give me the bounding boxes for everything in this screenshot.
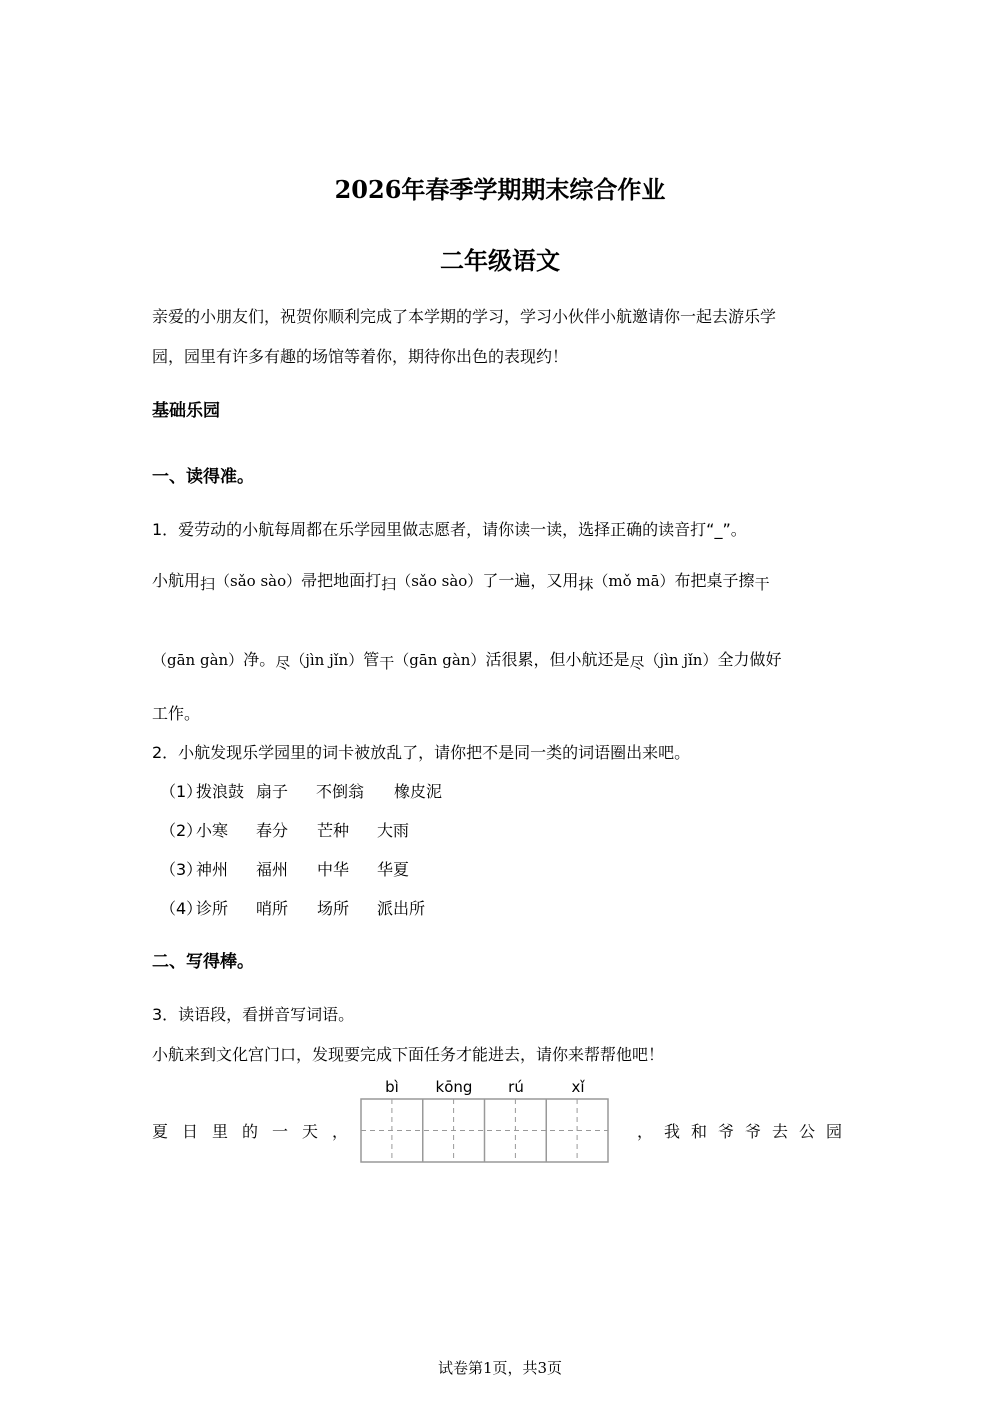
q1-pinyin-option[interactable]: （sǎo sào） [215,572,302,590]
part2-heading: 二、写得棒。 [152,952,254,972]
q1-char: 尽 [275,654,291,672]
q1-text: 活很累，但小航还是 [485,650,630,669]
q2-word[interactable]: 小寒 [196,821,229,840]
q3-pinyin-label: bì [385,1078,399,1096]
q2-word[interactable]: 福州 [256,860,289,879]
q2-item-number: （3） [160,860,203,879]
q3-writing-grid[interactable] [360,1098,610,1164]
q1-char: 干 [379,654,395,672]
q3-sentence-after: ，我和爷爷去公园 [637,1122,854,1141]
q3-sentence-before: 夏日里的一天， [152,1122,363,1141]
q2-word[interactable]: 哨所 [256,899,289,918]
q1-pinyin-option[interactable]: （sǎo sào） [396,572,483,590]
q2-word[interactable]: 派出所 [377,899,426,918]
q2-word[interactable]: 春分 [256,821,289,840]
q1-text: 了一遍，又用 [482,571,579,590]
q1-text: 帚把地面打 [301,571,382,590]
q3-pinyin-label: kōng [435,1078,473,1096]
q1-char: 抹 [578,575,594,593]
q2-item [160,818,409,841]
q1-text: 管 [363,650,380,669]
q2-item [160,896,425,919]
q3-pinyin-label: rú [508,1078,524,1096]
page-footer: 试卷第1页，共3页 [437,1359,563,1377]
q2-word[interactable]: 芒种 [317,821,350,840]
q1-pinyin-option[interactable]: （gān gàn） [394,651,486,669]
q1-text: 布把桌子擦 [674,571,755,590]
q1-text: 全力做好 [717,650,782,669]
q1-char: 尽 [629,654,645,672]
q2-word[interactable]: 场所 [317,899,350,918]
question-1-line-2 [152,647,781,670]
q1-pinyin-option[interactable]: （jìn jǐn） [644,651,718,669]
q1-pinyin-option[interactable]: （mǒ mā） [593,572,675,590]
q2-item [160,857,409,880]
q3-pinyin-label: xǐ [571,1078,585,1096]
question-1-line-1 [152,568,770,591]
part1-heading: 一、读得准。 [152,467,254,487]
q1-pinyin-option[interactable]: （jìn jǐn） [290,651,364,669]
q1-char: 扫 [200,575,216,593]
q2-word[interactable]: 华夏 [377,860,410,879]
q1-char: 干 [754,575,770,593]
q2-item-number: （4） [160,899,203,918]
intro-line-1: 亲爱的小朋友们，祝贺你顺利完成了本学期的学习，学习小伙伴小航邀请你一起去游乐学 [152,307,777,326]
q2-item-number: （1） [160,782,203,801]
page-subtitle: 二年级语文 [440,247,560,275]
q2-item [160,779,442,802]
q2-word[interactable]: 扇子 [256,782,289,801]
question-1-line-3: 工作。 [152,704,201,723]
q2-item-number: （2） [160,821,203,840]
q1-text: 净。 [243,650,276,669]
q2-word[interactable]: 不倒翁 [316,782,365,801]
q1-char: 扫 [381,575,397,593]
q1-pinyin-option[interactable]: （gān gàn） [152,651,244,669]
q2-word[interactable]: 神州 [196,860,229,879]
intro-line-2: 园，园里有许多有趣的场馆等着你，期待你出色的表现约！ [152,347,569,366]
question-3-intro: 小航来到文化宫门口，发现要完成下面任务才能进去，请你来帮帮他吧！ [152,1045,665,1064]
q2-word[interactable]: 拨浪鼓 [196,782,245,801]
question-1-text: 1．爱劳动的小航每周都在乐学园里做志愿者，请你读一读，选择正确的读音打“_”。 [152,520,747,539]
question-3-text: 3．读语段，看拼音写词语。 [152,1005,355,1024]
page-title: 2026年春季学期期末综合作业 [334,175,666,204]
q2-word[interactable]: 大雨 [377,821,410,840]
q2-word[interactable]: 中华 [317,860,350,879]
q2-word[interactable]: 诊所 [196,899,229,918]
q1-text: 小航用 [152,571,201,590]
question-2-text: 2．小航发现乐学园里的词卡被放乱了，请你把不是同一类的词语圈出来吧。 [152,743,691,762]
section-basic-heading: 基础乐园 [152,401,220,421]
q2-word[interactable]: 橡皮泥 [394,782,443,801]
